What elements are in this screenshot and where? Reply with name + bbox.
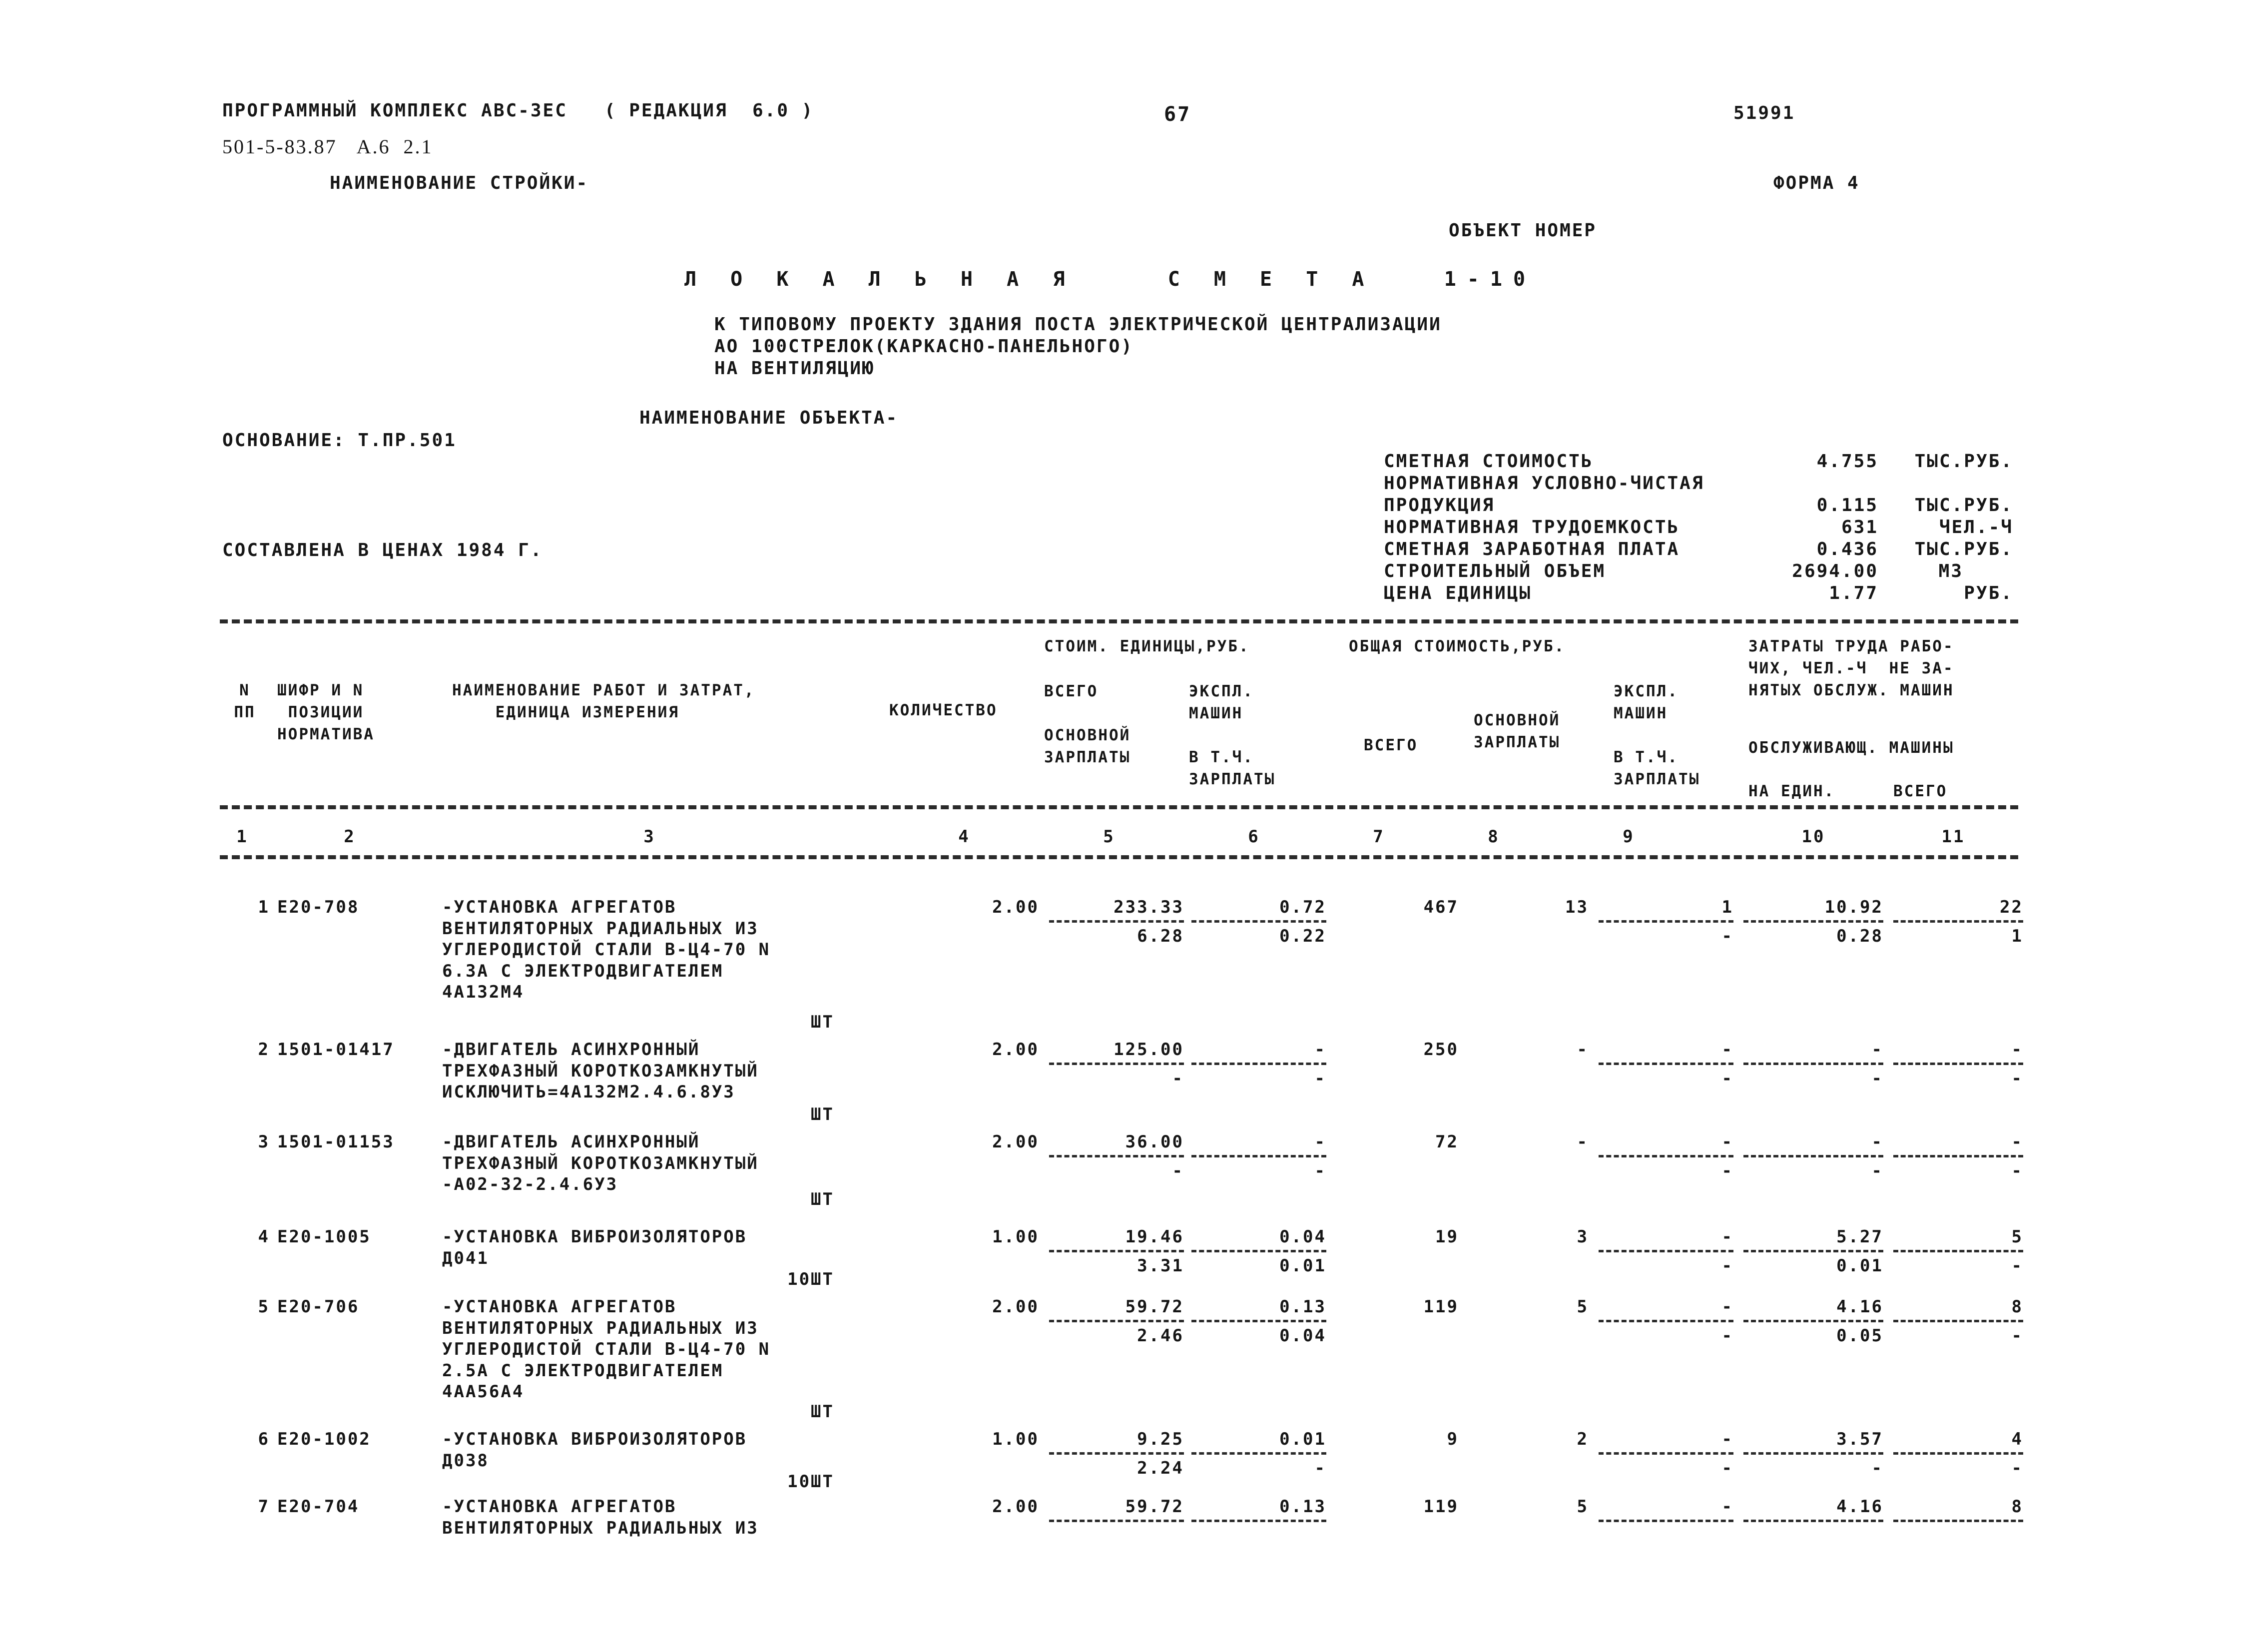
row-labor-service-total: - (2011, 1458, 2023, 1478)
header-unit-cost-group: СТОИМ. ЕДИНИЦЫ,РУБ. (1044, 637, 1250, 655)
row-name: -ДВИГАТЕЛЬ АСИНХРОННЫЙ ТРЕХФАЗНЫЙ КОРОТКОЗАМКНУТЫЙ ИСКЛЮЧИТЬ=4А132М2.4.6.8У3 (442, 1040, 759, 1102)
row-labor-service-total: - (2011, 1069, 2023, 1089)
header-col-total-machines: ЭКСПЛ. МАШИН В Т.Ч. ЗАРПЛАТЫ (1614, 682, 1700, 789)
row-unit-wage: 6.28 (1137, 926, 1184, 946)
row-unit-total: 59.72 (1049, 1296, 1184, 1322)
row-total-machines: - (1599, 1496, 1733, 1522)
summary-value: 631 (1841, 517, 1878, 538)
building-name-label: НАИМЕНОВАНИЕ СТРОЙКИ- (330, 173, 589, 193)
column-number: 3 (643, 827, 655, 847)
row-number: 4 (258, 1227, 270, 1247)
row-total-machines: - (1599, 1131, 1733, 1157)
row-unit-machines: 0.13 (1191, 1496, 1326, 1522)
program-header: ПРОГРАММНЫЙ КОМПЛЕКС АВС-3ЕС ( РЕДАКЦИЯ 6.0 ) (222, 100, 814, 121)
row-labor-service-total: - (2011, 1326, 2023, 1346)
column-number: 4 (958, 827, 970, 847)
header-col-number: N ПП (234, 681, 256, 722)
summary-unit: ТЫС.РУБ. (1914, 495, 2013, 516)
summary-value: 1.77 (1829, 583, 1878, 603)
row-total-machine-wage: - (1721, 1458, 1733, 1478)
row-total-wage: 5 (1577, 1497, 1589, 1517)
basis-prices: СОСТАВЛЕНА В ЦЕНАХ 1984 Г. (222, 540, 543, 560)
row-unit-total: 125.00 (1049, 1039, 1184, 1065)
row-labor-service-unit: 0.28 (1836, 926, 1883, 946)
row-number: 2 (258, 1040, 270, 1060)
object-number-label: ОБЪЕКТ НОМЕР (1449, 220, 1597, 241)
row-unit: ШТ (811, 1012, 834, 1032)
row-total-wage: 5 (1577, 1297, 1589, 1317)
column-number: 2 (344, 827, 356, 847)
row-number: 1 (258, 897, 270, 917)
row-total-machines: - (1599, 1226, 1733, 1252)
row-quantity: 2.00 (992, 1297, 1039, 1317)
row-labor-unit: - (1743, 1039, 1883, 1065)
row-labor-unit: - (1743, 1131, 1883, 1157)
header-col-total: ВСЕГО (1364, 736, 1418, 754)
basis-foundation: ОСНОВАНИЕ: Т.ПР.501 (222, 430, 457, 451)
row-labor-total: - (1893, 1039, 2023, 1065)
row-quantity: 2.00 (992, 1132, 1039, 1152)
row-quantity: 2.00 (992, 1497, 1039, 1517)
estimate-description-1: К ТИПОВОМУ ПРОЕКТУ ЗДАНИЯ ПОСТА ЭЛЕКТРИЧЕСКОЙ ЦЕНТРАЛИЗАЦИИ (714, 314, 1442, 335)
row-number: 7 (258, 1497, 270, 1517)
summary-label: СТРОИТЕЛЬНЫЙ ОБЪЕМ (1384, 561, 1606, 581)
row-unit-wage: 3.31 (1137, 1256, 1184, 1276)
row-code: 1501-01153 (277, 1132, 395, 1152)
table-rule-numbers-bottom (220, 855, 2018, 859)
column-number: 5 (1103, 827, 1115, 847)
table-rule-header-bottom (220, 805, 2018, 809)
row-unit-wage: 2.46 (1137, 1326, 1184, 1346)
row-total-machine-wage: - (1721, 1256, 1733, 1276)
row-code: Е20-706 (277, 1297, 360, 1317)
row-name: -УСТАНОВКА АГРЕГАТОВ ВЕНТИЛЯТОРНЫХ РАДИАЛЬНЫХ ИЗ (442, 1497, 759, 1538)
row-total-wage: 13 (1565, 897, 1589, 917)
row-labor-service-unit: - (1871, 1069, 1883, 1089)
row-unit-machine-wage: - (1314, 1458, 1326, 1478)
table-rule-top (220, 619, 2018, 623)
row-labor-total: 8 (1893, 1496, 2023, 1522)
row-total: 119 (1423, 1297, 1459, 1317)
row-number: 6 (258, 1429, 270, 1449)
row-unit: 10ШТ (787, 1472, 834, 1492)
summary-label: ЦЕНА ЕДИНИЦЫ (1384, 583, 1532, 603)
row-labor-service-unit: 0.05 (1836, 1326, 1883, 1346)
row-total: 467 (1423, 897, 1459, 917)
row-quantity: 2.00 (992, 897, 1039, 917)
row-labor-service-unit: - (1871, 1458, 1883, 1478)
header-col-labor-unit: НА ЕДИН. (1748, 782, 1835, 800)
row-unit-machine-wage: 0.22 (1279, 926, 1326, 946)
header-labor-service: ОБСЛУЖИВАЮЩ. МАШИНЫ (1748, 739, 1954, 757)
row-unit-wage: - (1172, 1161, 1184, 1181)
row-name: -УСТАНОВКА ВИБРОИЗОЛЯТОРОВ Д038 (442, 1429, 747, 1471)
row-labor-total: 5 (1893, 1226, 2023, 1252)
row-labor-unit: 10.92 (1743, 897, 1883, 923)
row-name: -ДВИГАТЕЛЬ АСИНХРОННЫЙ ТРЕХФАЗНЫЙ КОРОТКОЗАМКНУТЫЙ -А02-32-2.4.6У3 (442, 1132, 759, 1194)
row-total-machines: - (1599, 1429, 1733, 1455)
project-code: 501-5-83.87 А.6 2.1 (222, 135, 433, 158)
column-number: 7 (1373, 827, 1385, 847)
row-code: 1501-01417 (277, 1040, 395, 1060)
row-labor-service-total: - (2011, 1161, 2023, 1181)
row-unit: ШТ (811, 1104, 834, 1124)
row-labor-unit: 3.57 (1743, 1429, 1883, 1455)
summary-unit: ТЫС.РУБ. (1914, 451, 2013, 472)
row-total-wage: - (1577, 1132, 1589, 1152)
row-unit-machines: - (1191, 1131, 1326, 1157)
row-labor-unit: 4.16 (1743, 1296, 1883, 1322)
column-number: 1 (236, 827, 248, 847)
row-unit-machine-wage: 0.04 (1279, 1326, 1326, 1346)
row-code: Е20-1005 (277, 1227, 371, 1247)
row-unit-total: 233.33 (1049, 897, 1184, 923)
row-unit-total: 9.25 (1049, 1429, 1184, 1455)
header-col-unit-machines: ЭКСПЛ. МАШИН В Т.Ч. ЗАРПЛАТЫ (1189, 682, 1276, 789)
summary-label: ПРОДУКЦИЯ (1384, 495, 1495, 516)
summary-unit: РУБ. (1964, 583, 2013, 603)
header-total-cost-group: ОБЩАЯ СТОИМОСТЬ,РУБ. (1349, 637, 1566, 655)
row-unit-machine-wage: - (1314, 1161, 1326, 1181)
estimate-description-3: НА ВЕНТИЛЯЦИЮ (714, 358, 875, 379)
summary-label: СМЕТНАЯ ЗАРАБОТНАЯ ПЛАТА (1384, 539, 1680, 559)
row-total: 9 (1447, 1429, 1459, 1449)
row-name: -УСТАНОВКА АГРЕГАТОВ ВЕНТИЛЯТОРНЫХ РАДИАЛЬНЫХ ИЗ УГЛЕРОДИСТОЙ СТАЛИ В-Ц4-70 N 2.5А С ЭЛЕКТРОДВИГАТЕЛЕМ 4АА56А4 (442, 1297, 771, 1402)
row-labor-service-unit: 0.01 (1836, 1256, 1883, 1276)
row-name: -УСТАНОВКА ВИБРОИЗОЛЯТОРОВ Д041 (442, 1227, 747, 1268)
row-quantity: 1.00 (992, 1227, 1039, 1247)
row-unit-machines: 0.04 (1191, 1226, 1326, 1252)
row-total-machines: 1 (1599, 897, 1733, 923)
row-unit-machines: 0.01 (1191, 1429, 1326, 1455)
row-unit-machine-wage: - (1314, 1069, 1326, 1089)
header-labor-group: ЗАТРАТЫ ТРУДА РАБО- ЧИХ, ЧЕЛ.-Ч НЕ ЗА- НЯТЫХ ОБСЛУЖ. МАШИН (1748, 637, 1954, 700)
header-col-name: НАИМЕНОВАНИЕ РАБОТ И ЗАТРАТ, ЕДИНИЦА ИЗМЕРЕНИЯ (452, 681, 755, 722)
row-number: 3 (258, 1132, 270, 1152)
row-unit-total: 19.46 (1049, 1226, 1184, 1252)
row-total-machine-wage: - (1721, 1326, 1733, 1346)
column-number: 10 (1801, 827, 1825, 847)
row-unit: ШТ (811, 1189, 834, 1209)
header-col-total-wage: ОСНОВНОЙ ЗАРПЛАТЫ (1474, 711, 1561, 752)
row-unit-machine-wage: 0.01 (1279, 1256, 1326, 1276)
estimate-description-2: АО 100СТРЕЛОК(КАРКАСНО-ПАНЕЛЬНОГО) (714, 336, 1133, 357)
row-number: 5 (258, 1297, 270, 1317)
row-unit-wage: 2.24 (1137, 1458, 1184, 1478)
row-unit: ШТ (811, 1402, 834, 1422)
object-name-label: НАИМЕНОВАНИЕ ОБЪЕКТА- (639, 408, 899, 428)
row-labor-unit: 5.27 (1743, 1226, 1883, 1252)
row-labor-total: 22 (1893, 897, 2023, 923)
row-unit-wage: - (1172, 1069, 1184, 1089)
header-col-quantity: КОЛИЧЕСТВО (889, 701, 998, 719)
row-labor-service-total: - (2011, 1256, 2023, 1276)
summary-unit: ТЫС.РУБ. (1914, 539, 2013, 559)
row-code: Е20-704 (277, 1497, 360, 1517)
header-col-code: ШИФР И N ПОЗИЦИИ НОРМАТИВА (277, 681, 375, 744)
column-number: 8 (1488, 827, 1500, 847)
summary-unit: ЧЕЛ.-Ч (1939, 517, 2013, 538)
row-total: 19 (1435, 1227, 1459, 1247)
summary-label: НОРМАТИВНАЯ ТРУДОЕМКОСТЬ (1384, 517, 1680, 538)
row-unit-machines: - (1191, 1039, 1326, 1065)
summary-label: СМЕТНАЯ СТОИМОСТЬ (1384, 451, 1594, 472)
row-code: Е20-1002 (277, 1429, 371, 1449)
row-unit-total: 36.00 (1049, 1131, 1184, 1157)
row-total-machines: - (1599, 1039, 1733, 1065)
summary-value: 4.755 (1816, 451, 1878, 472)
row-total-machine-wage: - (1721, 926, 1733, 946)
estimate-title: Л О К А Л Ь Н А Я С М Е Т А 1-10 (684, 268, 1537, 291)
row-quantity: 1.00 (992, 1429, 1039, 1449)
row-quantity: 2.00 (992, 1040, 1039, 1060)
row-labor-total: 4 (1893, 1429, 2023, 1455)
row-labor-service-unit: - (1871, 1161, 1883, 1181)
column-number: 11 (1941, 827, 1965, 847)
row-total: 250 (1423, 1040, 1459, 1060)
form-label: ФОРМА 4 (1773, 173, 1860, 193)
summary-value: 0.115 (1816, 495, 1878, 516)
column-number: 9 (1623, 827, 1635, 847)
row-labor-unit: 4.16 (1743, 1496, 1883, 1522)
row-name: -УСТАНОВКА АГРЕГАТОВ ВЕНТИЛЯТОРНЫХ РАДИАЛЬНЫХ ИЗ УГЛЕРОДИСТОЙ СТАЛИ В-Ц4-70 N 6.3А С ЭЛЕКТРОДВИГАТЕЛЕМ 4А132М4 (442, 897, 771, 1002)
summary-label: НОРМАТИВНАЯ УСЛОВНО-ЧИСТАЯ (1384, 473, 1704, 494)
row-unit-machines: 0.13 (1191, 1296, 1326, 1322)
row-total-machine-wage: - (1721, 1069, 1733, 1089)
row-total-machine-wage: - (1721, 1161, 1733, 1181)
row-unit-machines: 0.72 (1191, 897, 1326, 923)
row-total-machines: - (1599, 1296, 1733, 1322)
document-number: 51991 (1733, 103, 1795, 123)
row-labor-total: - (1893, 1131, 2023, 1157)
column-number: 6 (1248, 827, 1260, 847)
row-labor-service-total: 1 (2011, 926, 2023, 946)
summary-unit: М3 (1938, 561, 1963, 581)
row-total-wage: - (1577, 1040, 1589, 1060)
row-code: Е20-708 (277, 897, 360, 917)
row-total-wage: 2 (1577, 1429, 1589, 1449)
header-col-unit-total: ВСЕГО ОСНОВНОЙ ЗАРПЛАТЫ (1044, 682, 1131, 767)
row-total: 72 (1435, 1132, 1459, 1152)
header-col-labor-total: ВСЕГО (1893, 782, 1948, 800)
row-total-wage: 3 (1577, 1227, 1589, 1247)
page-number: 67 (1164, 103, 1191, 126)
summary-value: 0.436 (1816, 539, 1878, 559)
row-total: 119 (1423, 1497, 1459, 1517)
row-unit: 10ШТ (787, 1269, 834, 1289)
summary-value: 2694.00 (1792, 561, 1878, 581)
row-unit-total: 59.72 (1049, 1496, 1184, 1522)
row-labor-total: 8 (1893, 1296, 2023, 1322)
